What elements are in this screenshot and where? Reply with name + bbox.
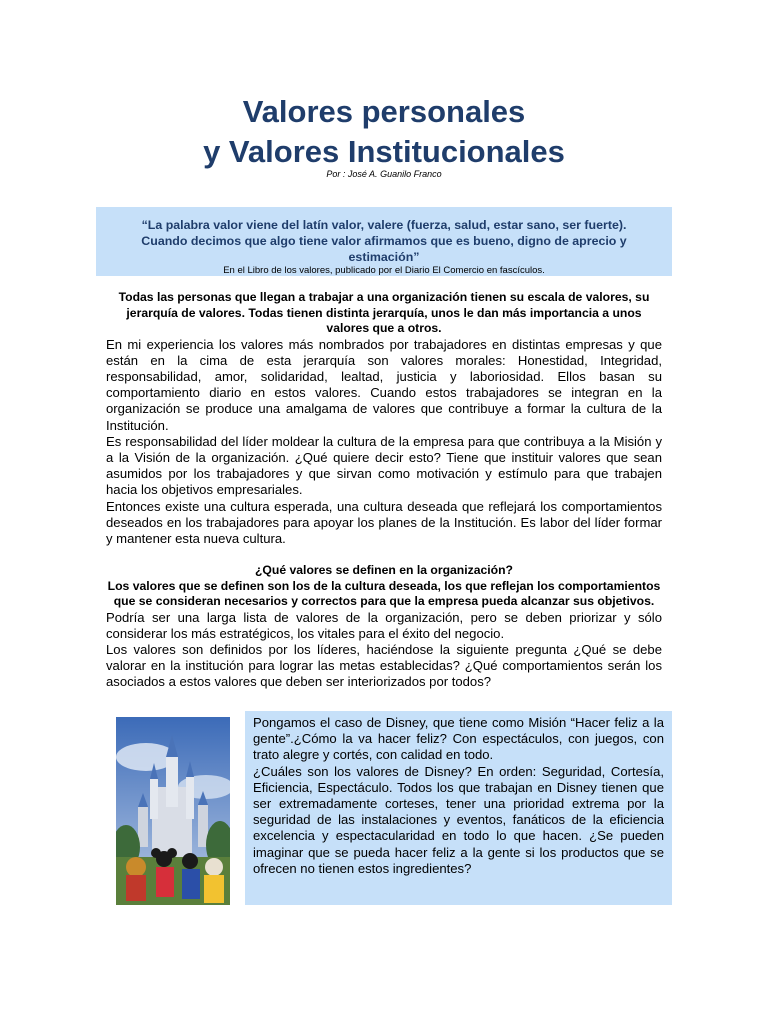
title-line-2: y Valores Institucionales bbox=[203, 134, 565, 169]
quote-box bbox=[96, 207, 672, 276]
section-personal-values bbox=[106, 290, 662, 547]
section2-paragraph-2: Los valores son definidos por los líderes, haciéndose la siguiente pregunta ¿Qué se debe valorar en la institución para lograr las metas establecidas? ¿Qué comportamientos serán los asociados a estos valores que deben ser interiorizados por todos? bbox=[106, 641, 662, 690]
section2-lead: Los valores que se definen son los de la cultura deseada, los que reflejan los comportamientos que se consideran necesarios y correctos para que la empresa pueda alcanzar sus objetivos. bbox=[107, 578, 661, 608]
document-title bbox=[0, 92, 768, 172]
quote-source: En el Libro de los valores, publicado por el Diario El Comercio en fascículos. bbox=[223, 265, 545, 276]
section1-paragraph-2: Es responsabilidad del líder moldear la cultura de la empresa para que contribuya a la Misión y a la Visión de la organización. ¿Qué quiere decir esto? Tiene que instituir valores que sean asumidos por los trabajadores y que sirvan como motivación y estímulo para que trabajen hacia los objetivos empresariales. bbox=[106, 433, 662, 498]
disney-example-box bbox=[245, 711, 672, 905]
section1-paragraph-3: Entonces existe una cultura esperada, una cultura deseada que reflejará los comportamientos deseados en los trabajadores para apoyar los planes de la Institución. Es labor del líder formar y mantener esta nueva cultura. bbox=[106, 498, 662, 546]
disney-paragraph-2: ¿Cuáles son los valores de Disney? En orden: Seguridad, Cortesía, Eficiencia, Espectáculo. Todos los que trabajan en Disney tienen que ser extremadamente corteses, tener una prioridad extrema por la seguridad de las instalaciones y eventos, fanáticos de la eficiencia excelencia y espectacularidad en todo lo que hacen. ¿Se pueden imaginar que se pueda hacer feliz a la gente si los productos que se ofrecen no tienen estos ingredientes? bbox=[253, 763, 664, 876]
quote-text: “La palabra valor viene del latín valor, valere (fuerza, salud, estar sano, ser fuerte). Cuando decimos que algo tiene valor afirmamos que es bueno, digno de aprecio y estimación” bbox=[141, 218, 627, 264]
section1-paragraph-1: En mi experiencia los valores más nombrados por trabajadores en distintas empresas y que están en la cima de esta jerarquía son valores morales: Honestidad, Integridad, responsabilidad, amor, solidaridad, lealtad, justicia y laboriosidad. Ellos basan su comportamiento diario en estos valores. Cuando estos trabajadores se integran en la organización se produce una amalgama de valores que contribuye a formar la cultura de la Institución. bbox=[106, 336, 662, 433]
section2-question: ¿Qué valores se definen en la organización? bbox=[254, 563, 514, 577]
section-institutional-values bbox=[106, 563, 662, 691]
title-line-1: Valores personales bbox=[242, 94, 526, 129]
section1-lead: Todas las personas que llegan a trabajar a una organización tienen su escala de valores, su jerarquía de valores. Todas tienen distinta jerarquía, unos le dan más importancia a unos valores que a otros. bbox=[118, 290, 650, 335]
disney-castle-photo bbox=[116, 717, 230, 905]
disney-castle-illustration bbox=[116, 717, 230, 905]
section2-paragraph-1: Podría ser una larga lista de valores de la organización, pero se deben priorizar y sólo considerar los más estratégicos, los vitales para el éxito del negocio. bbox=[106, 609, 662, 641]
author-byline: Por : José A. Guanilo Franco bbox=[326, 169, 442, 179]
disney-paragraph-1: Pongamos el caso de Disney, que tiene como Misión “Hacer feliz a la gente”.¿Cómo la va hacer feliz? Con espectáculos, con juegos, con trato alegre y cortés, con calidad en todo. bbox=[253, 715, 664, 763]
